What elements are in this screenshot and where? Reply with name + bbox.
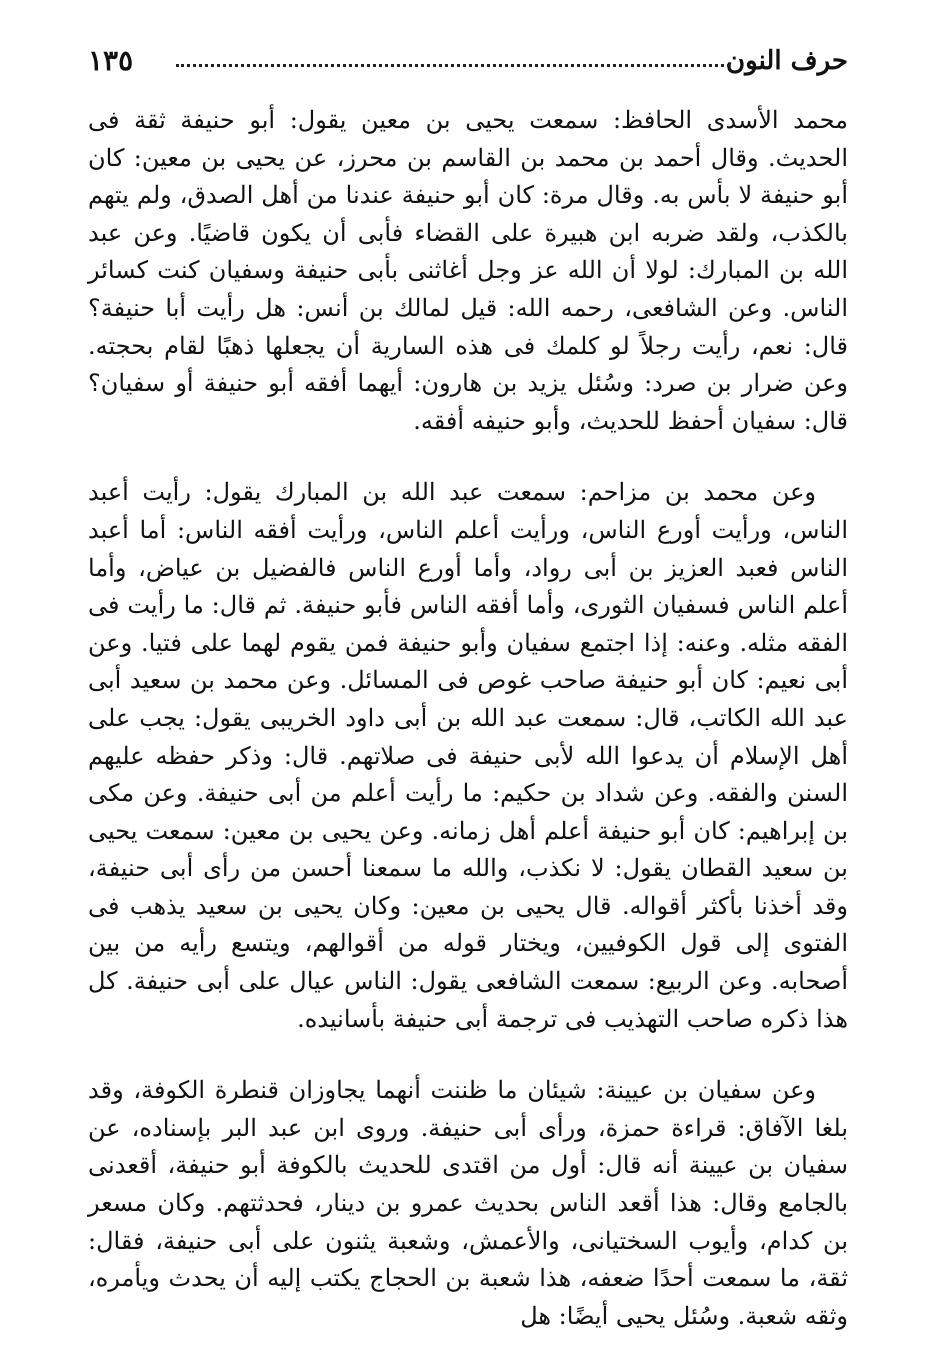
running-header — [88, 40, 848, 84]
chapter-title: حرف النون — [726, 46, 848, 76]
paragraph-2: وعن محمد بن مزاحم: سمعت عبد الله بن المبارك يقول: رأيت أعبد الناس، ورأيت أورع الناس، ورأيت أعلم الناس، ورأيت أفقه الناس: أما أعبد الناس فعبد العزيز بن أبى رواد، وأما أورع الناس فالفضيل بن عياض، وأما أعلم الناس فسفيان الثورى، وأما أفقه الناس فأبو حنيفة. ثم قال: ما رأيت فى الفقه مثله. وعنه: إذا اجتمع سفيان وأبو حنيفة فمن يقوم لهما على فتيا. وعن أبى نعيم: كان أبو حنيفة صاحب غوص فى المسائل. وعن محمد بن سعيد أبى عبد الله الكاتب، قال: سمعت عبد الله بن أبى داود الخريبى يقول: يجب على أهل الإسلام أن يدعوا الله لأبى حنيفة فى صلاتهم. قال: وذكر حفظه عليهم السنن والفقه. وعن شداد بن حكيم: ما رأيت أعلم من أبى حنيفة. وعن مكى بن إبراهيم: كان أبو حنيفة أعلم أهل زمانه. وعن يحيى بن معين: سمعت يحيى بن سعيد القطان يقول: لا نكذب، والله ما سمعنا أحسن من رأى أبى حنيفة، وقد أخذنا بأكثر أقواله. قال يحيى بن معين: وكان يحيى بن سعيد يذهب فى الفتوى إلى قول الكوفيين، ويختار قوله من أقوالهم، ويتسع رأيه من بين أصحابه. وعن الربيع: سمعت الشافعى يقول: الناس عيال على أبى حنيفة. كل هذا ذكره صاحب التهذيب فى ترجمة أبى حنيفة بأسانيده. — [88, 478, 848, 1033]
paragraph-gap — [88, 440, 848, 474]
book-page — [88, 40, 848, 1335]
paragraph-3: وعن سفيان بن عيينة: شيئان ما ظننت أنهما يجاوزان قنطرة الكوفة، وقد بلغا الآفاق: قراءة حمزة، ورأى أبى حنيفة. وروى ابن عبد البر بإسناده، عن سفيان بن عيينة أنه قال: أول من اقتدى للحديث بالكوفة أبو حنيفة، أقعدنى بالجامع وقال: هذا أقعد الناس بحديث عمرو بن دينار، فحدثتهم. وكان مسعر بن كدام، وأيوب السختيانى، والأعمش، وشعبة يثنون على أبى حنيفة، فقال: ثقة، ما سمعت أحدًا ضعفه، هذا شعبة بن الحجاج يكتب إليه أن يحدث ويأمره، وثقه شعبة. وسُئل يحيى أيضًا: هل — [88, 1076, 849, 1330]
paragraph-gap — [88, 1038, 848, 1072]
page-number: ١٣٥ — [88, 44, 134, 77]
header-dotted-leader — [176, 64, 730, 67]
paragraph-1: محمد الأسدى الحافظ: سمعت يحيى بن معين يقول: أبو حنيفة ثقة فى الحديث. وقال أحمد بن محمد بن القاسم بن محرز، عن يحيى بن معين: كان أبو حنيفة لا بأس به. وقال مرة: كان أبو حنيفة عندنا من أهل الصدق، ولم يتهم بالكذب، ولقد ضربه ابن هبيرة على القضاء فأبى أن يكون قاضيًا. وعن عبد الله بن المبارك: لولا أن الله عز وجل أغاثنى بأبى حنيفة وسفيان كنت كسائر الناس. وعن الشافعى، رحمه الله: قيل لمالك بن أنس: هل رأيت أبا حنيفة؟ قال: نعم، رأيت رجلاً لو كلمك فى هذه السارية أن يجعلها ذهبًا لقام بحجته. وعن ضرار بن صرد: وسُئل يزيد بن هارون: أيهما أفقه أبو حنيفة أو سفيان؟ قال: سفيان أحفظ للحديث، وأبو حنيفه أفقه. — [88, 106, 849, 435]
